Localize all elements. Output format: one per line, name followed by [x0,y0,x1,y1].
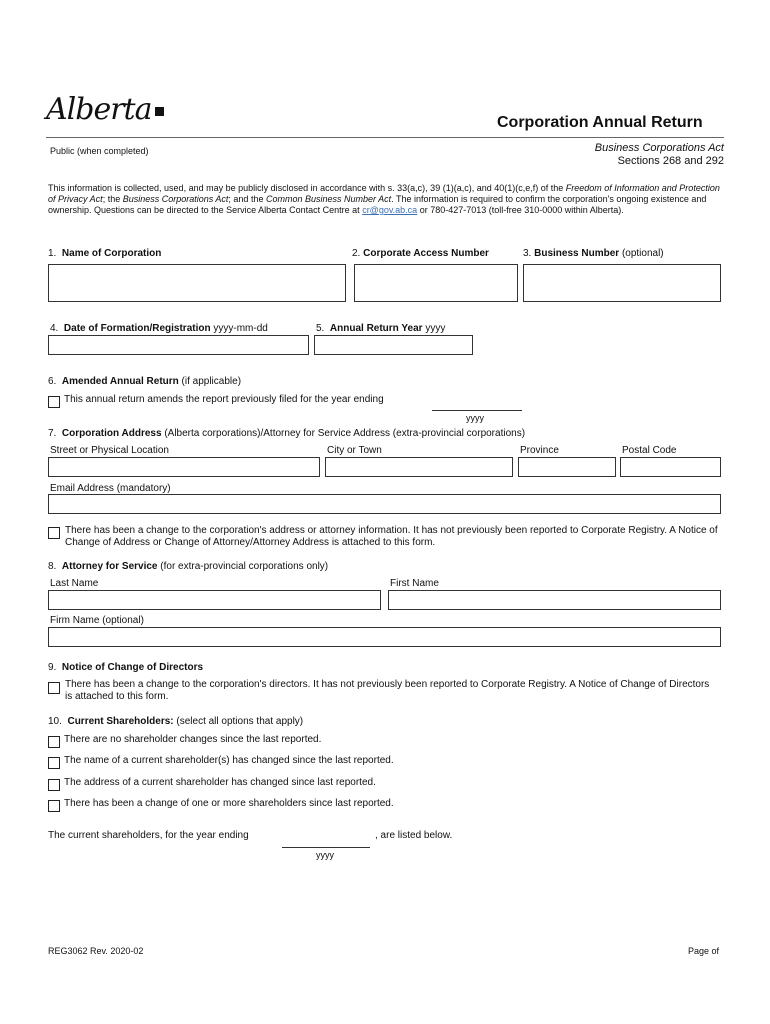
section-5-label: 5. Annual Return Year yyyy [316,323,446,334]
formation-date-input[interactable] [48,335,309,355]
section-1-label: 1. Name of Corporation [48,248,162,259]
alberta-logo: Alberta [46,92,164,127]
section-6-label: 6. Amended Annual Return (if applicable) [48,376,242,387]
form-title: Corporation Annual Return [497,114,703,131]
shareholder-option-label: The name of a current shareholder(s) has changed since the last reported. [64,755,394,766]
shareholders-year-line[interactable] [282,847,370,848]
act-reference: Business Corporations Act Sections 268 and 292 [594,142,724,167]
street-label: Street or Physical Location [50,445,169,456]
section-4-label: 4. Date of Formation/Registration yyyy-mm-dd [50,323,268,334]
email-label: Email Address (mandatory) [50,483,171,494]
directors-change-note: There has been a change to the corporation's directors. It has not previously been reported to Corporate Registry. A Notice of Change of Directors is attached to this form. [65,679,710,702]
postal-code-label: Postal Code [622,445,677,456]
street-input[interactable] [48,457,320,477]
shareholders-listed-text: , are listed below. [375,830,453,841]
last-name-label: Last Name [50,578,99,589]
shareholders-year-text: The current shareholders, for the year ending [48,830,249,841]
postal-code-input[interactable] [620,457,721,477]
first-name-label: First Name [390,578,439,589]
shareholder-option-checkbox[interactable] [48,757,60,769]
shareholder-option-label: There are no shareholder changes since the last reported. [64,734,322,745]
corporate-access-number-input[interactable] [354,264,518,302]
shareholders-year-hint: yyyy [316,850,334,860]
section-3-label: 3. Business Number (optional) [523,248,664,259]
amended-year-hint: yyyy [466,413,484,423]
city-input[interactable] [325,457,513,477]
amended-year-line[interactable] [432,410,522,411]
page-number: Page of [688,946,720,956]
firm-name-input[interactable] [48,627,721,647]
amended-return-checkbox[interactable] [48,396,60,408]
shareholder-option-label: There has been a change of one or more shareholders since last reported. [64,798,394,809]
address-change-note: There has been a change to the corporation's address or attorney information. It has not previously been reported to Corporate Registry. A Notice of Change of Address or Change of Attorney/Attorney Address is attached to this form. [65,525,718,548]
city-label: City or Town [327,445,382,456]
directors-change-checkbox[interactable] [48,682,60,694]
corporation-name-input[interactable] [48,264,346,302]
section-7-label: 7. Corporation Address (Alberta corporations)/Attorney for Service Address (extra-provincial corporations) [48,428,526,439]
section-10-label: 10. Current Shareholders: (select all options that apply) [48,716,304,727]
contact-email-link[interactable]: cr@gov.ab.ca [362,205,418,215]
shareholder-option-checkbox[interactable] [48,736,60,748]
attorney-first-name-input[interactable] [388,590,721,610]
amended-return-option: This annual return amends the report previously filed for the year ending [64,394,384,405]
section-2-label: 2. Corporate Access Number [352,248,489,259]
section-8-label: 8. Attorney for Service (for extra-provincial corporations only) [48,561,329,572]
public-note: Public (when completed) [50,146,149,156]
shareholder-option-checkbox[interactable] [48,779,60,791]
annual-return-year-input[interactable] [314,335,473,355]
email-input[interactable] [48,494,721,514]
shareholder-option-label: The address of a current shareholder has changed since last reported. [64,777,376,788]
section-9-label: 9. Notice of Change of Directors [48,662,204,673]
firm-name-label: Firm Name (optional) [50,615,144,626]
address-change-checkbox[interactable] [48,527,60,539]
business-number-input[interactable] [523,264,721,302]
attorney-last-name-input[interactable] [48,590,381,610]
shareholder-option-checkbox[interactable] [48,800,60,812]
logo-mark-icon [155,107,164,116]
header-divider [46,137,724,138]
province-input[interactable] [518,457,616,477]
form-id: REG3062 Rev. 2020-02 [48,946,144,956]
province-label: Province [520,445,559,456]
intro-paragraph: This information is collected, used, and may be publicly disclosed in accordance with s. 33(a,c), 39 (1)(a,c), and 40(1)(c,e,f) of the Freedom of Information and Protection of Privacy Act; the Business Corporations Act; and the Common Business Number Act. The information is required to confirm the corporation's ongoing existence and ownership. Questions can be directed to the Service Alberta Contact Centre at cr@gov.ab.ca or 780-427-7013 (toll-free 310-0000 within Alberta). [48,183,720,215]
